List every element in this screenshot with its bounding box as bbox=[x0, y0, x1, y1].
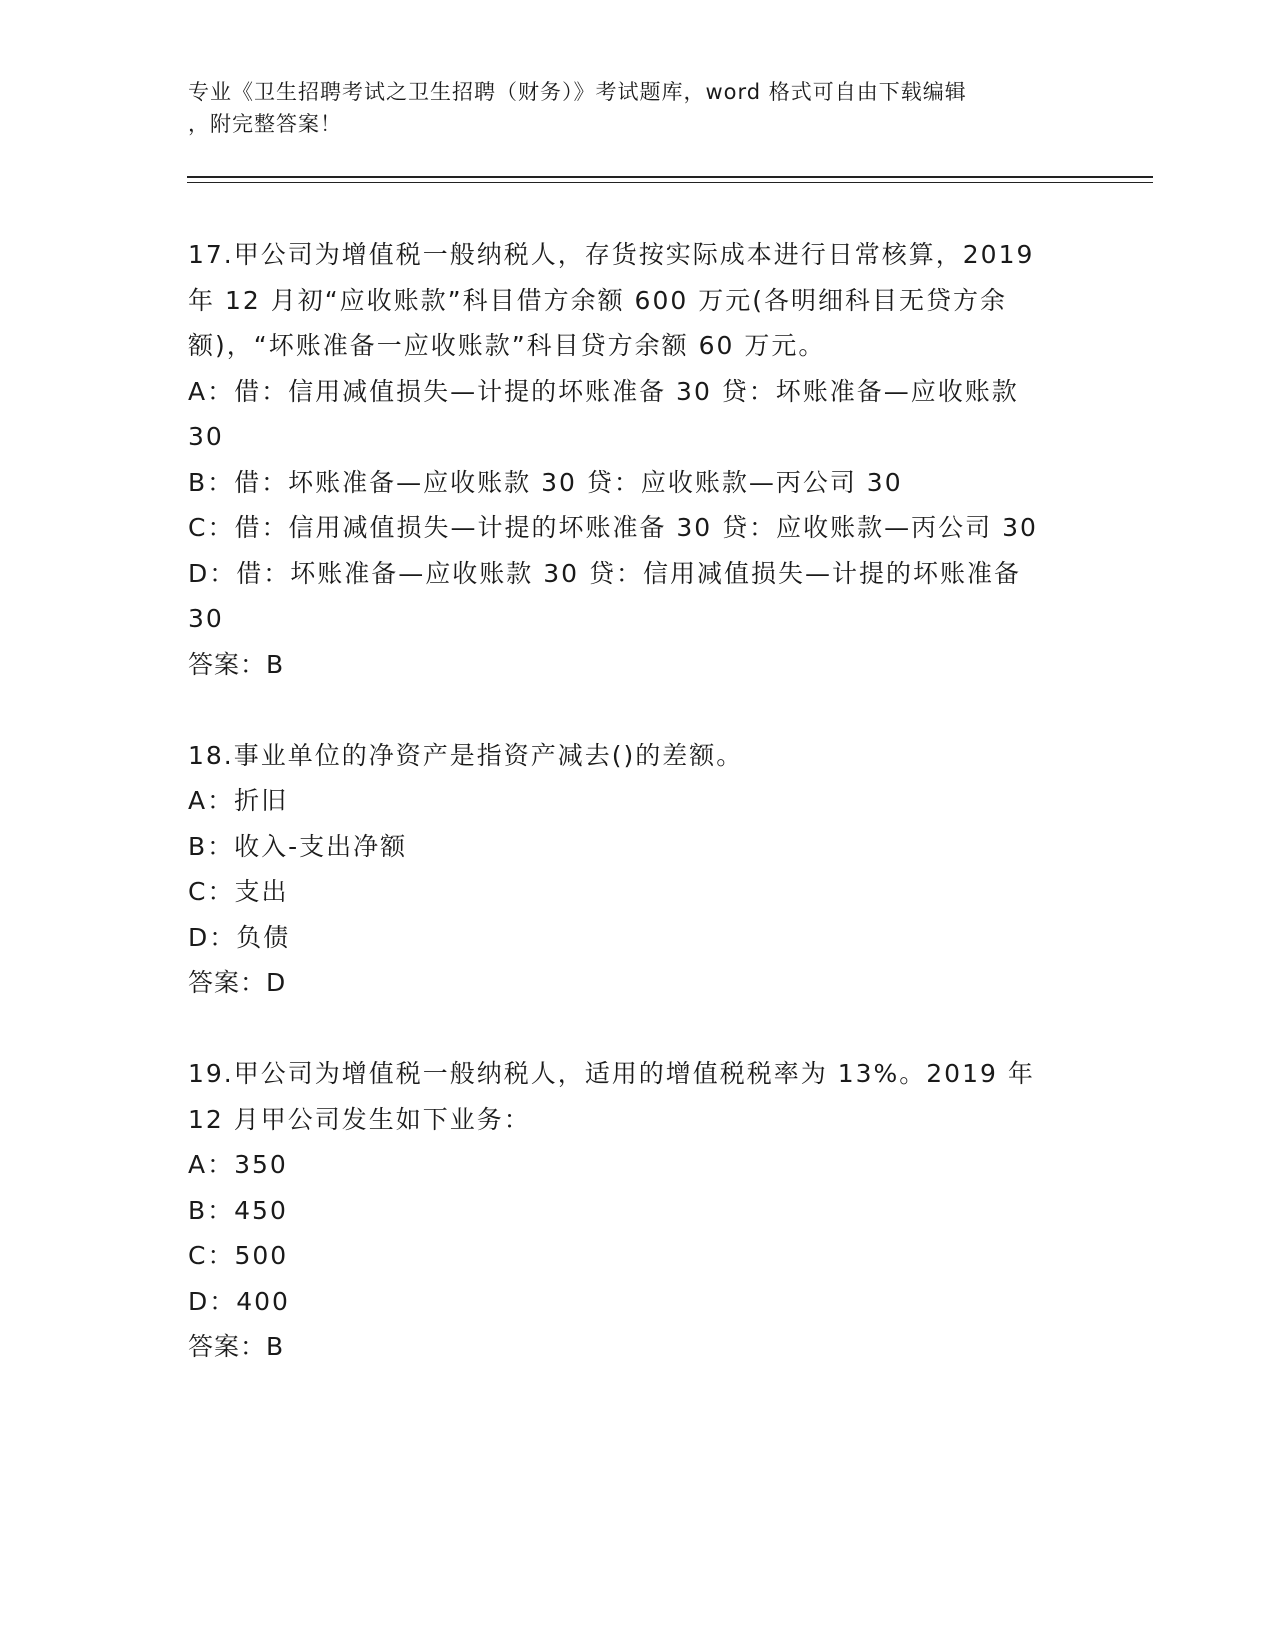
question-stem-line: 12 月甲公司发生如下业务： bbox=[188, 1104, 531, 1134]
question-list bbox=[188, 232, 1088, 1370]
option-d: D：负债 bbox=[188, 922, 291, 952]
header-divider bbox=[187, 182, 1153, 183]
question-17 bbox=[188, 232, 1088, 687]
header-line: 专业《卫生招聘考试之卫生招聘（财务）》考试题库，word 格式可自由下载编辑 bbox=[188, 80, 967, 104]
option-d-continued: 30 bbox=[188, 604, 224, 633]
question-stem-line: 18.事业单位的净资产是指资产减去()的差额。 bbox=[188, 740, 744, 770]
option-a: A：借：信用减值损失—计提的坏账准备 30 贷：坏账准备—应收账款 bbox=[188, 376, 1019, 406]
option-d: D：借：坏账准备—应收账款 30 贷：信用减值损失—计提的坏账准备 bbox=[188, 558, 1021, 588]
option-b: B：借：坏账准备—应收账款 30 贷：应收账款—丙公司 30 bbox=[188, 467, 903, 497]
question-18 bbox=[188, 733, 1088, 1006]
question-stem-line: 17.甲公司为增值税一般纳税人，存货按实际成本进行日常核算，2019 bbox=[188, 240, 1035, 269]
document-header bbox=[188, 76, 1068, 140]
option-a: A：350 bbox=[188, 1150, 288, 1179]
answer-label: 答案：B bbox=[188, 1332, 285, 1361]
question-spacer bbox=[188, 687, 1088, 733]
header-divider bbox=[187, 176, 1153, 178]
question-spacer bbox=[188, 1006, 1088, 1052]
question-stem-line: 年 12 月初“应收账款”科目借方余额 600 万元(各明细科目无贷方余 bbox=[188, 285, 1007, 315]
option-a: A：折旧 bbox=[188, 786, 289, 815]
question-stem-line: 额)，“坏账准备一应收账款”科目贷方余额 60 万元。 bbox=[188, 331, 826, 360]
option-b: B：收入-支出净额 bbox=[188, 831, 408, 861]
option-c: C：借：信用减值损失—计提的坏账准备 30 贷：应收账款—丙公司 30 bbox=[188, 513, 1038, 542]
option-a-continued: 30 bbox=[188, 422, 224, 451]
header-line: ，附完整答案！ bbox=[188, 112, 342, 136]
answer-label: 答案：B bbox=[188, 649, 285, 679]
option-d: D：400 bbox=[188, 1286, 290, 1316]
answer-label: 答案：D bbox=[188, 968, 287, 997]
question-19 bbox=[188, 1051, 1088, 1370]
option-b: B：450 bbox=[188, 1195, 288, 1225]
option-c: C：支出 bbox=[188, 877, 289, 906]
question-stem-line: 19.甲公司为增值税一般纳税人，适用的增值税税率为 13%。2019 年 bbox=[188, 1059, 1035, 1088]
option-c: C：500 bbox=[188, 1241, 289, 1270]
